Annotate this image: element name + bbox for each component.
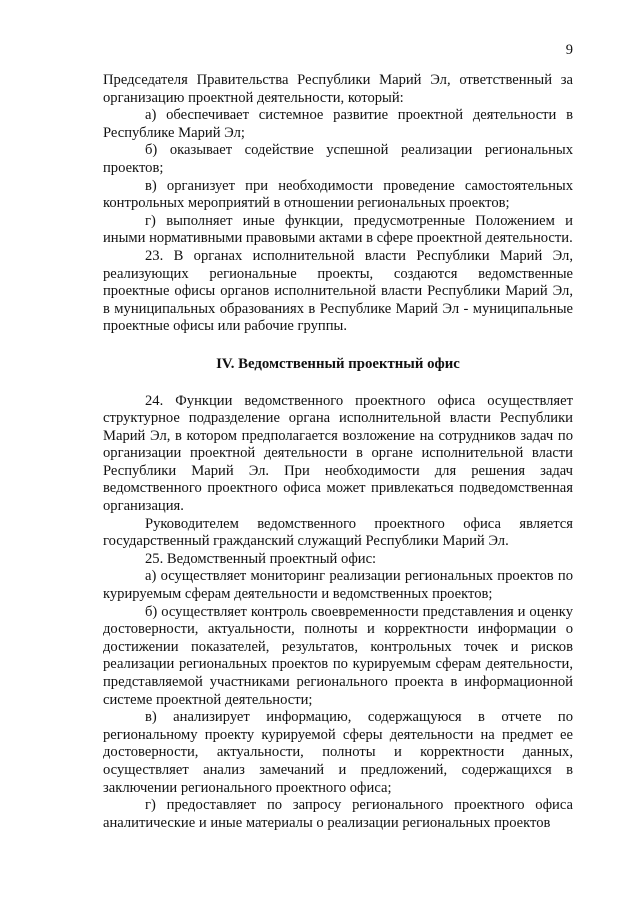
clause-25: 25. Ведомственный проектный офис: bbox=[145, 550, 377, 567]
list-item-b: б) оказывает содействие успешной реализации региональных проектов; bbox=[103, 142, 573, 176]
list-item-d: г) выполняет иные функции, предусмотренные Положением и иными нормативными правовыми актами в сфере проектной деятельности. bbox=[103, 212, 573, 247]
paragraph-continuation: Председателя Правительства Республики Марий Эл, ответственный за организацию проектной деятельности, который: bbox=[103, 72, 573, 106]
clause-24: 24. Функции ведомственного проектного офиса осуществляет структурное подразделение органа исполнительной власти Республики Марий Эл, в котором предполагается возложение на сотрудников задач по организации проектной деятельности в органе исполнительной власти Республики Марий Эл. При необходимости для решения задач ведомственного проектного офиса может привлекаться подведомственная организация. bbox=[103, 392, 573, 515]
list-item-d: г) предоставляет по запросу регионального проектного офиса аналитические и иные материалы о реализации региональных проектов bbox=[103, 797, 573, 831]
paragraph-head: Руководителем ведомственного проектного офиса является государственный гражданский служащий Республики Марий Эл. bbox=[103, 515, 573, 550]
list-item-a: а) обеспечивает системное развитие проектной деятельности в Республике Марий Эл; bbox=[103, 107, 573, 141]
list-item-c: в) организует при необходимости проведение самостоятельных контрольных мероприятий в отношении региональных проектов; bbox=[103, 177, 573, 212]
list-item-b: б) осуществляет контроль своевременности представления и оценку достоверности, актуальности, полноты и корректности информации о достижении показателей, результатов, контрольных точек и рисков реализации региональных проектов по курируемым сферам деятельности, представляемой участниками регионального проекта в информационной системе проектной деятельности; bbox=[103, 603, 573, 708]
clause-23: 23. В органах исполнительной власти Республики Марий Эл, реализующих региональные проекты, создаются ведомственные проектные офисы органов исполнительной власти Республики Марий Эл, в муниципальных образованиях в Республике Марий Эл - муниципальные проектные офисы или рабочие группы. bbox=[103, 247, 573, 335]
document-body bbox=[103, 72, 573, 832]
list-item-a: а) осуществляет мониторинг реализации региональных проектов по курируемым сферам деятельности и ведомственных проектов; bbox=[103, 568, 573, 603]
page-number: 9 bbox=[565, 42, 573, 58]
section-heading: IV. Ведомственный проектный офис bbox=[216, 355, 460, 372]
list-item-c: в) анализирует информацию, содержащуюся в отчете по региональному проекту курируемой сферы деятельности на предмет ее достоверности, актуальности, полноты и корректности данных, осуществляет анализ замечаний и предложений, содержащихся в заключении регионального проектного офиса; bbox=[103, 709, 573, 796]
